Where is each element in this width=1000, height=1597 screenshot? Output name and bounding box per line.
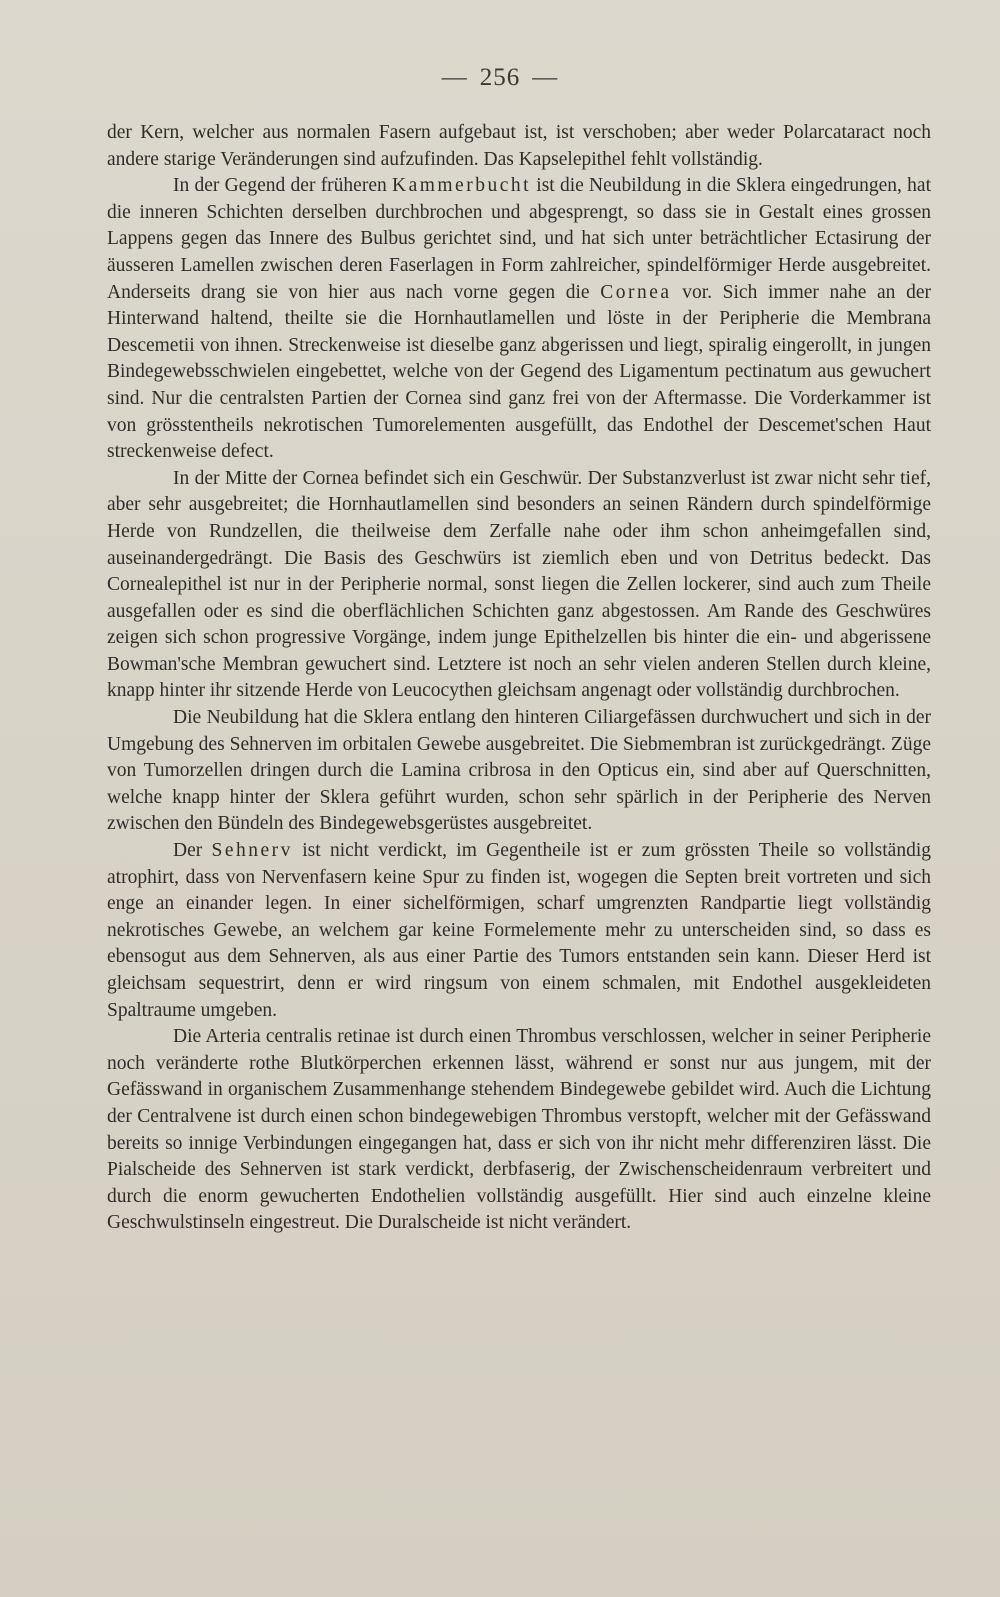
paragraph-p3 [107, 466, 931, 705]
text-segment: In der Mitte der Cornea befindet sich ein Geschwür. Der Substanzverlust ist zwar nicht sehr tief, aber sehr ausgebreitet; die Hornhautlamellen sind besonders an seinen Rändern durch spindelförmige Herde von Rundzellen, die theilweise dem Zerfalle nahe oder ihm schon anheimgefallen sind, auseinandergedrängt. Die Basis des Geschwürs ist ziemlich eben und von Detritus bedeckt. Das Cornealepithel ist nur in der Peripherie normal, sonst liegen die Zellen lockerer, sind auch zum Theile ausgefallen oder es sind die oberflächlichen Schichten ganz abgestossen. Am Rande des Geschwüres zeigen sich schon progressive Vorgänge, indem junge Epithelzellen bis hinter die ein- und abgerissene Bowman'sche Membran gewuchert sind. Letztere ist noch an sehr vielen anderen Stellen durch kleine, knapp hinter ihr sitzende Herde von Leucocythen gleichsam angenagt oder vollständig durchbrochen. [107, 467, 931, 702]
text-segment: ist die Neubildung in die Sklera eingedrungen, hat die inneren Schichten derselben durchbrochen und abgesprengt, so dass sie in Gestalt eines grossen Lappens gegen das Innere des Bulbus gerichtet sind, und hat sich unter beträchtlicher Ectasirung der äusseren Lamellen zwischen deren Faserlagen in Form zahlreicher, spindelförmiger Herde ausgebreitet. Anderseits drang sie von hier aus nach vorne gegen die [107, 175, 931, 303]
spaced-term: Sehnerv [211, 840, 293, 862]
page-number-header [0, 64, 1000, 92]
body-text [107, 120, 931, 1237]
text-segment: vor. Sich immer nahe an der Hinterwand haltend, theilte sie die Hornhautlamellen und löste in der Peripherie die Membrana Descemetii von ihnen. Streckenweise ist dieselbe ganz abgerissen und liegt, spiralig eingerollt, in jungen Bindegewebsschwielen eingebettet, welche von der Gegend des Ligamentum pectinatum aus gewuchert sind. Nur die centralsten Partien der Cornea sind ganz frei von der Aftermasse. Die Vorderkammer ist von grösstentheils nekrotischen Tumorelementen ausgefüllt, das Endothel der Descemet'schen Haut streckenweise defect. [107, 281, 931, 463]
spaced-term: Cornea [600, 281, 672, 303]
paragraph-p2 [107, 173, 931, 466]
paragraph-p5 [107, 838, 931, 1024]
text-segment: Der [173, 840, 212, 862]
paragraph-p4 [107, 705, 931, 838]
page-number: 256 [479, 64, 521, 91]
text-segment: Die Neubildung hat die Sklera entlang den hinteren Ciliargefässen durchwuchert und sich in der Umgebung des Sehnerven im orbitalen Gewebe ausgebreitet. Die Siebmembran ist zurückgedrängt. Züge von Tumorzellen dringen durch die Lamina cribrosa in den Opticus ein, sind aber auf Querschnitten, welche knapp hinter der Sklera geführt wurden, schon sehr spärlich in der Peripherie des Nerven zwischen den Bündeln des Bindegewebsgerüstes ausgebreitet. [107, 707, 931, 835]
paragraph-p6 [107, 1024, 931, 1237]
dash-left: — [441, 64, 468, 91]
text-segment: der Kern, welcher aus normalen Fasern aufgebaut ist, ist verschoben; aber weder Polarcataract noch andere starige Veränderungen sind aufzufinden. Das Kapselepithel fehlt vollständig. [107, 122, 931, 170]
paragraph-p1 [107, 120, 931, 173]
text-segment: ist nicht verdickt, im Gegentheile ist er zum grössten Theile so vollständig atrophirt, dass von Nervenfasern keine Spur zu finden ist, wogegen die Septen breit vortreten und sich enge an einander legen. In einer sichelförmigen, scharf umgrenzten Randpartie liegt vollständig nekrotisches Gewebe, an welchem gar keine Formelemente mehr zu unterscheiden sind, so dass es ebensogut aus dem Sehnerven, als aus einer Partie des Tumors entstanden sein kann. Dieser Herd ist gleichsam sequestrirt, denn er wird ringsum von einem schmalen, mit Endothel ausgekleideten Spaltraume umgeben. [107, 840, 931, 1021]
spaced-term: Kammerbucht [391, 175, 532, 197]
text-segment: In der Gegend der früheren [173, 175, 392, 197]
text-segment: Die Arteria centralis retinae ist durch einen Thrombus verschlossen, welcher in seiner Peripherie noch veränderte rothe Blutkörperchen erkennen lässt, während er sonst nur aus jungem, mit der Gefässwand in organischem Zusammenhange stehendem Bindegewebe gebildet wird. Auch die Lichtung der Centralvene ist durch einen schon bindegewebigen Thrombus verstopft, welcher mit der Gefässwand bereits so innige Verbindungen eingegangen hat, dass er sich von ihr nicht mehr differenziren lässt. Die Pialscheide des Sehnerven ist stark verdickt, derbfaserig, der Zwischenscheidenraum verbreitert und durch die enorm gewucherten Endothelien vollständig ausgefüllt. Hier sind auch einzelne kleine Geschwulstinseln eingestreut. Die Duralscheide ist nicht verändert. [107, 1026, 931, 1234]
dash-right: — [532, 64, 559, 91]
